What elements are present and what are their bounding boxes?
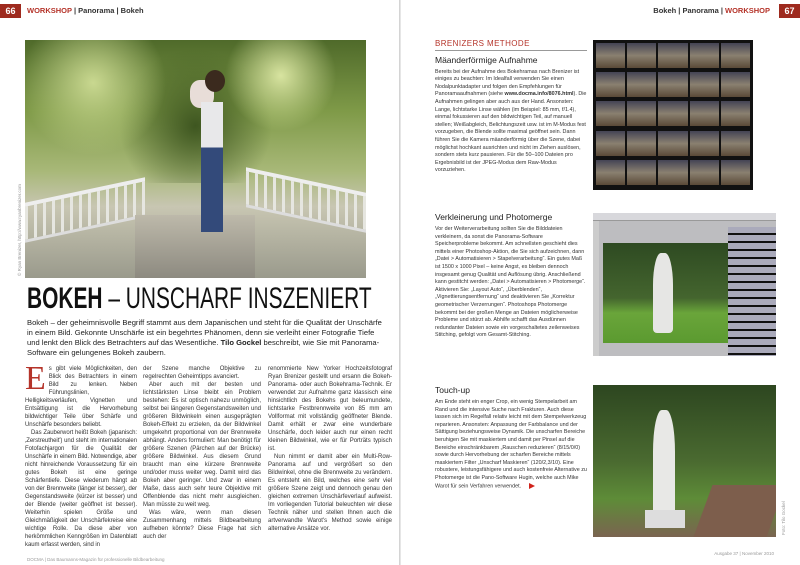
paragraph: Vor der Weiterverarbeitung sollten Sie die Bilddateien verkleinern, da sonst die Panorama-Software Speicherprobleme bekommt. Am schnellsten geschieht dies mittels einer Photoshop-Aktion, die Sie sich aufzeichnen, dann „Datei > Automatisieren > Stapelverarbeitung“. Ein gutes Maß ist 1500 x 1000 Pixel – keine Angst, es bleiben dennoch insgesamt genug Qualität und Auflösung übrig. Anschließend kann gestitcht werden: „Datei > Automatisieren > Photomerge“. Aktivieren Sie: „Layout Auto“, „Überblenden“, „Vignettierungsentfernung“ und deaktivieren Sie „Korrektur geometrischer Verzerrungen“. Photoshops Photomerge bekommt bei der großen Menge an Dateien möglicherweise Probleme und stürzt ab. Abhilfe schafft das Ausdünnen redundanter Dateien sowie ein vorgeschaltetes zeilenweises Stitching, gefolgt vom Gesamt-Stitching. (435, 226, 586, 339)
subheading: Verkleinerung und Photomerge (435, 212, 553, 222)
paragraph: Nun nimmt er damit aber ein Multi-Row-Panorama auf und vergrößert so den Bildwinkel, ohne die Brennweite zu verändern. Es entsteht ein Bild, welches eine sehr viel größere Szene zeigt und dennoch genau den gleichen extremen Unschärfeverlauf aufweist. Im vorliegenden Tutorial beleuchten wir diese Technik näher und stellen Ihnen auch die artverwandte Warot's Method sowie einige alternative Ansätze vor. (268, 454, 392, 532)
page-number: 66 (0, 4, 21, 18)
text: Bereits bei der Aufnahme des Bokehramas nach Brenizer ist einiges zu beachten: Im Idealfall verwenden Sie einen Nodalpunktadapter und folgen den Empfehlungen für Panoramaaufnahmen (siehe (435, 68, 580, 98)
docma-link[interactable]: www.docma.info/8076.html (504, 91, 574, 98)
right-page (401, 0, 800, 565)
paragraph: Was wäre, wenn man diesen Zusammenhang mittels Bildbearbeitung aufheben könnte? Diese Frage hat sich auch der (143, 510, 261, 540)
body-column-2 (143, 365, 261, 541)
title-bold: BOKEH (27, 282, 103, 315)
page-footer: Ausgabe 37 | November 2010 (714, 551, 774, 556)
article-intro (27, 318, 389, 358)
paragraph: der Szene manche Objektive zu regelrechten Geheimtipps avanciert. (143, 366, 261, 380)
intro-text: Bokeh – der geheimnisvolle Begriff stammt aus dem Japanischen und steht für die Qualität der Unschärfe in einem Bild. Gekonnte Unschärfe ist ein begehrtes Phänomen, denn sie verleiht einer Fotografie Tiefe und lenkt den Blick des Betrachters auf das Wesentliche. (27, 318, 382, 347)
photo-credit: © Ryan Brenizer, http://www.ryanbrenizer.com (17, 184, 22, 276)
subheading: Mäanderförmige Aufnahme (435, 54, 538, 65)
end-mark-icon (529, 483, 535, 489)
drop-cap: E (25, 360, 46, 397)
body-column-3 (268, 365, 392, 533)
runhead-section: WORKSHOP (725, 6, 770, 15)
subheading: Touch-up (435, 385, 470, 395)
paragraph: s gibt viele Möglichkeiten, den Blick des Betrachters in einem Bild zu lenken. Neben Führungslinien, Helligkeitsverläufen, Vignetten und Entsättigung ist die Hervorhebung bildwichtiger Teile über Schärfe und Unschärfe besonders beliebt. (25, 366, 137, 428)
statue-park-photo (593, 385, 776, 537)
section-mäander (435, 40, 587, 175)
paragraph (435, 69, 587, 175)
text: ). Die Aufnahmen gelingen aber auch aus der Hand. Ansonsten: Lange, lichtstarke Linse wählen (im Beispiel: 85 mm, f/1.4), einmal fokussieren auf den bildwichtigen Teil, auf manuell stellen; Weißabgleich, Belichtungszeit usw. ist im M-Modus fest vorzugeben, die Blende sollte maximal geöffnet sein. Dann führen Sie die Kamera mäanderförmig über die Szene, dabei möglichst hochkant ausrichten und nicht im Ziehen auslösen, sondern stets kurz pausieren. Für die 50–100 Dateien pro Ergebnisbild ist der JPEG-Modus dem Raw-Modus vorzuziehen. (435, 91, 587, 174)
text: Am Ende steht ein enger Crop, ein wenig Stempelarbeit am Rand und die intensive Suche nach Frakturen. Auch diese lassen sich im Regelfall relativ leicht mit dem Stempelwerkzeug reparieren. Ansonsten: Anpassung der Farbbalance und der Sättigung beziehungsweise Dynamik. Die unscharfen Bereiche beruhigen Sie mit maskiertem und damit per Pinsel auf die Bereiche einschränkbarem „Rauschen reduzieren“ (8/15/0/0) sowie durch Hervorhebung der scharfen Bereiche mittels maskiertem Filter „Unscharf Maskieren“ (120/2,3/10). Eine robustere, leistungsfähigere und auch kostenfreie Alternative zu Photomerge ist die Pano-Software Hugin, welche auch Mike Warot für sein Verfahren verwendet. (435, 399, 587, 489)
contact-sheet-photo (593, 40, 753, 190)
paragraph (435, 399, 587, 491)
left-page (0, 0, 399, 565)
couple-on-bridge-photo (25, 40, 366, 278)
article-title (27, 282, 372, 316)
section-photomerge (435, 210, 587, 340)
page-footer: DOCMA | Das Baumanns-Magazin für professionelle Bildbearbeitung (27, 557, 165, 562)
photoshop-screenshot (593, 213, 776, 356)
runhead-rest: Bokeh | Panorama | (653, 6, 725, 15)
photo-credit: Foto: Tilo Gockel (781, 501, 786, 535)
paragraph: Das Zauberwort heißt Bokeh (japanisch: ‚Zerstreutheit') und steht im internationalen Fotofachjargon für die Qualität der Unschärfe in einem Bild. Notwendige, aber nicht hinreichende Voraussetzung für ein gutes Bokeh ist eine geringe Schärfentiefe. Diese wiederum hängt ab von der Brennweite (länger ist besser), der Gegenstandsweite (kürzer ist besser) und der Blende (weiter geöffnet ist besser). Weiterhin spielen Größe und Gleichmäßigkeit der Unschärfekreise eine wichtige Rolle. Da diese aber von herkömmlichen Kenngrößen im Datenblatt kaum erfasst werden, sind in (25, 430, 137, 548)
intro-end: beschreibt, wie Sie mit Panorama-Software ein gelungenes Bokeh zaubern. (27, 338, 380, 357)
section-touch-up (435, 383, 587, 491)
author-name: Tilo Gockel (220, 338, 262, 347)
body-column-1 (25, 360, 137, 549)
running-head (653, 6, 770, 15)
runhead-section: WORKSHOP (27, 6, 72, 15)
running-head (27, 6, 144, 15)
paragraph: Aber auch mit der besten und lichtstärksten Linse bleibt ein Problem bestehen: Es ist optisch nahezu unmöglich, selbst bei längeren Gegenstandsweiten und größeren Bildwinkeln einen ausgeprägten Bokeh-Effekt zu erzielen, da der Bildwinkel umgekehrt proportional von der Brennweite abhängt. Anders formuliert: Man benötigt für größere Szenen (Pärchen auf der Brücke) größere Bildwinkel. Aus diesem Grund braucht man eine kürzere Brennweite und/oder muss weiter weg. Damit wird das Bokeh aber geringer. Und zwar in einem Maße, dass auch sehr teure Objektive mit Offenblende das nicht mehr ausgleichen. Man müsste zu weit weg. (143, 382, 261, 508)
page-number: 67 (779, 4, 800, 18)
section-title: BRENIZERS METHODE (435, 40, 587, 51)
paragraph: renommierte New Yorker Hochzeitsfotograf Ryan Brenizer gestellt und ersann die Bokeh-Panorama- oder auch Bokehrama-Technik. Er verwendet zur Aufnahme ganz klassisch eine hinsichtlich des Bokehs gut beleumundete, lichtstarke Festbrennweite von 85 mm am Vollformat mit vollständig geöffneter Blende. Damit erhält er zwar eine wunderbare Unschärfe, doch leider auch nur einen recht kleinen Bildwinkel, wie er für Porträts typisch ist. (268, 366, 392, 452)
title-rest: – UNSCHARF INSZENIERT (102, 282, 372, 315)
runhead-rest: | Panorama | Bokeh (71, 6, 144, 15)
